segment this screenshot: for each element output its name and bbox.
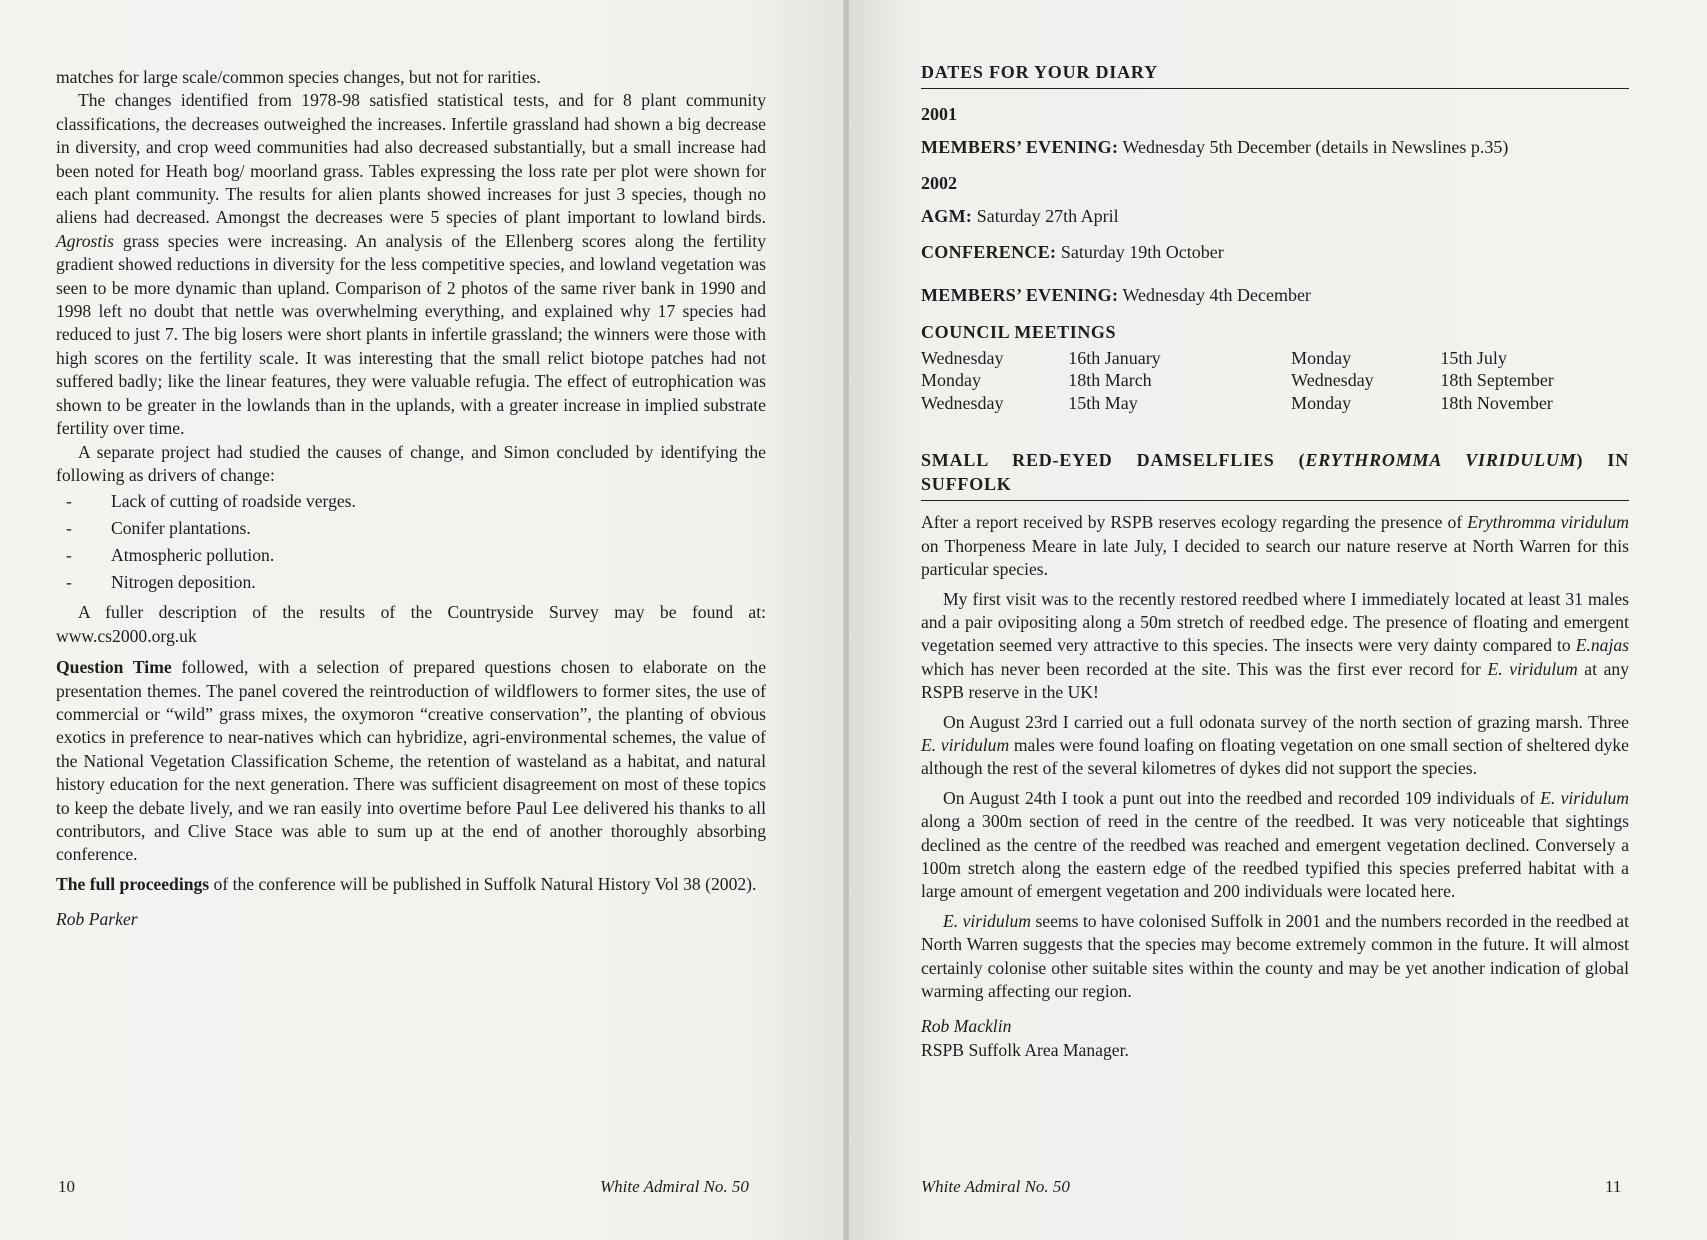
diary-heading: DATES FOR YOUR DIARY bbox=[921, 60, 1629, 89]
article-title-part: SMALL RED-EYED DAMSELFLIES ( bbox=[921, 450, 1306, 471]
table-cell: 16th January bbox=[1068, 347, 1161, 368]
article-title bbox=[921, 448, 1629, 501]
right-page bbox=[849, 0, 1707, 1240]
members-evening-date: Wednesday 4th December bbox=[1118, 285, 1311, 306]
article-paragraph bbox=[921, 787, 1629, 904]
table-cell: 18th March bbox=[1068, 370, 1152, 391]
table-row bbox=[921, 369, 1629, 392]
text: My first visit was to the recently restored reedbed where I immediately located at least 31 males and a pair ovipositing along a 50m stretch of reedbed edge. The presence of floating and emergent vegetation seemed very attractive to this species. The insects were very dainty compared to bbox=[921, 588, 1629, 656]
changes-text: The changes identified from 1978-98 satisfied statistical tests, and for 8 plant community classifications, the decreases outweighed the increases. Infertile grassland had shown a big decrease in diversity, and crop weed communities had also decreased substantially, but a small increase had been noted for Heath bog/ moorland grass. Tables expressing the loss rate per plot were shown for each plant community. The results for alien plants showed increases for just 3 species, though no aliens had decreased. Amongst the decreases were 5 species of plant important to lowland birds. bbox=[56, 90, 766, 228]
council-meetings-title: COUNCIL MEETINGS bbox=[921, 322, 1117, 343]
text: on Thorpeness Meare in late July, I decided to search our nature reserve at North Warren for this particular species. bbox=[921, 535, 1629, 580]
table-cell: 18th November bbox=[1440, 392, 1553, 413]
members-evening-label: MEMBERS’ EVENING: bbox=[921, 285, 1119, 306]
right-column bbox=[921, 60, 1629, 1062]
list-item-text: Conifer plantations. bbox=[111, 518, 251, 539]
magazine-footer-left: White Admiral No. 50 bbox=[600, 1177, 749, 1196]
table-cell: Monday bbox=[1291, 392, 1352, 413]
table-cell: Monday bbox=[1291, 347, 1352, 368]
list-item bbox=[56, 490, 766, 517]
article-paragraph bbox=[921, 711, 1629, 781]
left-column bbox=[56, 66, 766, 932]
article-title-part: ) IN SUFFOLK bbox=[921, 450, 1629, 495]
paragraph-proceedings bbox=[56, 873, 766, 896]
question-time-lead: Question Time bbox=[56, 657, 172, 678]
article-paragraph bbox=[921, 910, 1629, 1004]
table-row bbox=[921, 392, 1629, 415]
agrostis-term: Agrostis bbox=[56, 230, 115, 251]
signature-role: RSPB Suffolk Area Manager. bbox=[921, 1039, 1129, 1060]
members-evening-2001 bbox=[921, 136, 1629, 159]
list-dash: - bbox=[66, 518, 72, 539]
list-item-text: Atmospheric pollution. bbox=[111, 545, 275, 566]
paragraph-causes: A separate project had studied the causes of change, and Simon concluded by identifying the following as drivers of change: bbox=[56, 441, 766, 485]
species-name: Erythromma viridulum bbox=[1467, 512, 1629, 533]
text: seems to have colonised Suffolk in 2001 and the numbers recorded in the reedbed at North Warren suggests that the species may become extremely common in the future. It will almost certainly colonise other suitable sites within the county and may be yet another indication of global warming affecting our region. bbox=[921, 910, 1629, 1002]
text: along a 300m section of reed in the centre of the reedbed. It was very noticeable that sightings declined as the centre of the reedbed was reached and emergent vegetation declined. Conversely a 100m stretch along the eastern edge of the reedbed typified this species preferred habitat with a large amount of emergent vegetation and 200 individuals were located here. bbox=[921, 811, 1629, 902]
paragraph-continued: matches for large scale/common species changes, but not for rarities. bbox=[56, 67, 541, 87]
table-cell: 15th July bbox=[1440, 347, 1507, 368]
article-paragraph bbox=[921, 511, 1629, 581]
table-cell: Wednesday bbox=[921, 392, 1004, 413]
list-item bbox=[56, 517, 766, 544]
text: On August 23rd I carried out a full odonata survey of the north section of grazing marsh. Three bbox=[943, 711, 1629, 732]
members-evening-label: MEMBERS’ EVENING: bbox=[921, 137, 1119, 158]
table-cell: Wednesday bbox=[1291, 370, 1374, 391]
list-dash: - bbox=[66, 572, 72, 593]
page-number-right: 11 bbox=[1605, 1177, 1622, 1196]
text: at any RSPB reserve in the UK! bbox=[921, 658, 1629, 703]
list-item-text: Nitrogen deposition. bbox=[111, 572, 256, 593]
drivers-list bbox=[56, 490, 766, 598]
conference-event bbox=[921, 241, 1629, 264]
changes-text-rest: grass species were increasing. An analysis of the Ellenberg scores along the fertility gradient showed reductions in diversity for the less competitive species, and lowland vegetation was seen to be more dynamic than upland. Comparison of 2 photos of the same river bank in 1990 and 1998 left no doubt that nettle was overwhelming everything, and explained why 17 species had reduced to just 7. The big losers were short plants in infertile grassland; the winners were those with high scores on the fertility scale. It was interesting that the small relict biotope patches had not suffered badly; like the linear features, they were valuable refugia. The effect of eutrophication was shown to be greater in the lowlands than in the uplands, with a greater increase in implied substrate fertility over time. bbox=[56, 230, 766, 439]
year-2001: 2001 bbox=[921, 104, 957, 124]
list-dash: - bbox=[66, 491, 72, 512]
text: On August 24th I took a punt out into the reedbed and recorded 109 individuals of bbox=[943, 787, 1541, 808]
members-evening-2002 bbox=[921, 284, 1629, 307]
species-name: E. viridulum bbox=[921, 735, 1010, 755]
article-title-species: ERYTHROMMA VIRIDULUM bbox=[1305, 450, 1577, 471]
conference-date: Saturday 19th October bbox=[1056, 241, 1224, 262]
proceedings-text: of the conference will be published in Suffolk Natural History Vol 38 (2002). bbox=[209, 873, 757, 894]
species-name: E.najas bbox=[1575, 635, 1629, 656]
table-cell: 18th September bbox=[1440, 370, 1554, 391]
paragraph-changes bbox=[56, 89, 766, 440]
council-meetings-table bbox=[921, 347, 1629, 415]
species-name: E. viridulum bbox=[943, 910, 1032, 931]
species-name: E. viridulum bbox=[1540, 787, 1629, 808]
page-number-left: 10 bbox=[58, 1177, 75, 1196]
agm-date: Saturday 27th April bbox=[972, 206, 1119, 227]
signature-name: Rob Macklin bbox=[921, 1016, 1012, 1037]
signature-rob-macklin bbox=[921, 1015, 1629, 1062]
list-item bbox=[56, 571, 766, 598]
left-page bbox=[0, 0, 845, 1240]
text: males were found loafing on floating vegetation on one small section of sheltered dyke although the rest of the several kilometres of dykes did not support the species. bbox=[921, 735, 1629, 779]
species-name: E. viridulum bbox=[1487, 658, 1578, 679]
list-item-text: Lack of cutting of roadside verges. bbox=[111, 491, 356, 512]
proceedings-lead: The full proceedings bbox=[56, 873, 210, 894]
conference-label: CONFERENCE: bbox=[921, 241, 1057, 262]
magazine-footer-right: White Admiral No. 50 bbox=[921, 1177, 1070, 1196]
text: which has never been recorded at the site. This was the first ever record for bbox=[921, 658, 1488, 679]
members-evening-date: Wednesday 5th December (details in Newslines p.35) bbox=[1118, 137, 1509, 158]
year-2002: 2002 bbox=[921, 172, 957, 193]
list-item bbox=[56, 544, 766, 571]
article-paragraph bbox=[921, 588, 1629, 705]
table-row bbox=[921, 347, 1629, 370]
table-cell: 15th May bbox=[1068, 392, 1138, 413]
agm-event bbox=[921, 205, 1629, 228]
list-dash: - bbox=[66, 545, 72, 566]
table-cell: Wednesday bbox=[921, 347, 1004, 368]
question-time-text: followed, with a selection of prepared questions chosen to elaborate on the presentation themes. The panel covered the reintroduction of wildflowers to former sites, the use of commercial or “wild” grass mixes, the oxymoron “creative conservation”, the planting of obvious exotics in preference to near-natives which can hybridize, agri-environmental schemes, the value of the National Vegetation Classification Scheme, the retention of wasteland as a habitat, and natural history education for the next generation. There was sufficient disagreement on most of these topics to keep the debate lively, and we ran easily into overtime before Paul Lee delivered his thanks to all contributors, and Clive Stace was able to sum up at the end of another thoroughly absorbing conference. bbox=[56, 657, 767, 865]
signature-rob-parker: Rob Parker bbox=[56, 909, 138, 930]
table-cell: Monday bbox=[921, 370, 981, 391]
paragraph-fuller: A fuller description of the results of the Countryside Survey may be found at: www.cs2000.org.uk bbox=[56, 602, 766, 646]
text: After a report received by RSPB reserves ecology regarding the presence of bbox=[921, 512, 1468, 533]
paragraph-question-time bbox=[56, 656, 766, 867]
agm-label: AGM: bbox=[921, 206, 973, 227]
